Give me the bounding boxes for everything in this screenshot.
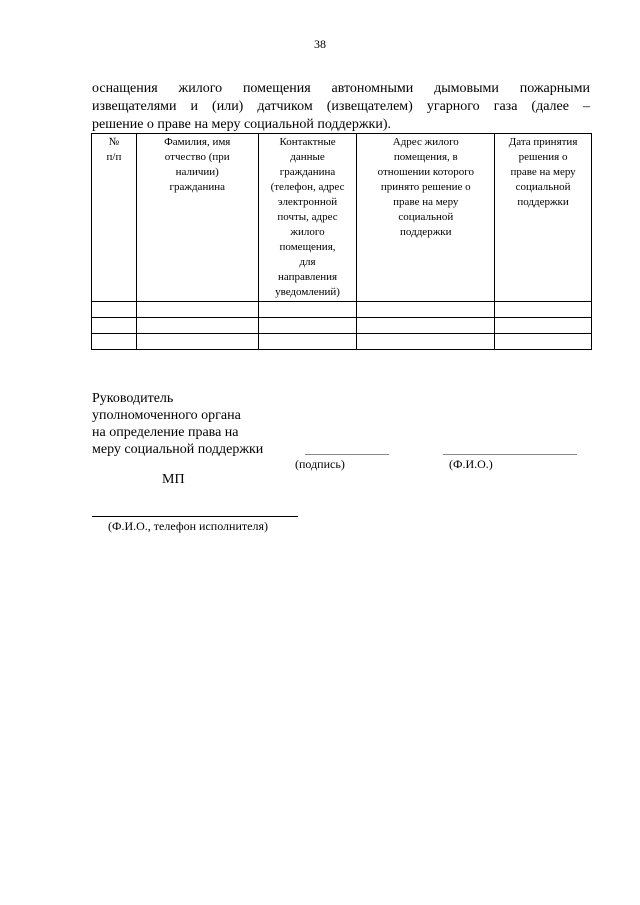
column-header-dwelling-address: Адрес жилого помещения, в отношении которого принято решение о праве на меру социальной поддержки [357, 134, 495, 302]
table-cell [136, 318, 258, 334]
column-header-number: № п/п [92, 134, 137, 302]
intro-line: извещателями и (или) датчиком (извещателем) угарного газа (далее – [92, 99, 590, 114]
intro-line: оснащения жилого помещения автономными дымовыми пожарными [92, 81, 590, 96]
table-cell [495, 334, 592, 350]
page-number: 38 [314, 37, 326, 51]
table-cell [495, 302, 592, 318]
table-cell [258, 302, 357, 318]
table-cell [136, 334, 258, 350]
signatory-position-line: уполномоченного органа [92, 408, 241, 423]
signatory-position-line: Руководитель [92, 391, 174, 406]
name-caption: (Ф.И.О.) [449, 457, 493, 471]
signatory-position [92, 390, 263, 458]
table-cell [92, 334, 137, 350]
table-row [92, 302, 592, 318]
intro-paragraph [92, 80, 590, 134]
intro-line: решение о праве на меру социальной поддержки). [92, 117, 392, 132]
signature-caption: (подпись) [295, 457, 345, 471]
table-cell [357, 334, 495, 350]
name-line [443, 454, 577, 455]
table-cell [495, 318, 592, 334]
decisions-table [91, 133, 592, 350]
column-header-decision-date: Дата принятия решения о праве на меру социальной поддержки [495, 134, 592, 302]
column-header-full-name: Фамилия, имя отчество (при наличии) гражданина [136, 134, 258, 302]
signatory-position-line: на определение права на [92, 425, 239, 440]
column-header-contact-data: Контактные данные гражданина (телефон, адрес электронной почты, адрес жилого помещения, для направления уведомлений) [258, 134, 357, 302]
table-cell [357, 318, 495, 334]
executor-caption: (Ф.И.О., телефон исполнителя) [108, 519, 268, 533]
table-row [92, 318, 592, 334]
table-header-row [92, 134, 592, 302]
table-cell [357, 302, 495, 318]
table-cell [92, 318, 137, 334]
table-cell [136, 302, 258, 318]
executor-line [92, 516, 298, 517]
table-cell [258, 334, 357, 350]
table-cell [258, 318, 357, 334]
signature-line [305, 454, 389, 455]
signatory-position-line: меру социальной поддержки [92, 442, 264, 457]
stamp-place-label: МП [162, 472, 185, 487]
table-row [92, 334, 592, 350]
table-cell [92, 302, 137, 318]
